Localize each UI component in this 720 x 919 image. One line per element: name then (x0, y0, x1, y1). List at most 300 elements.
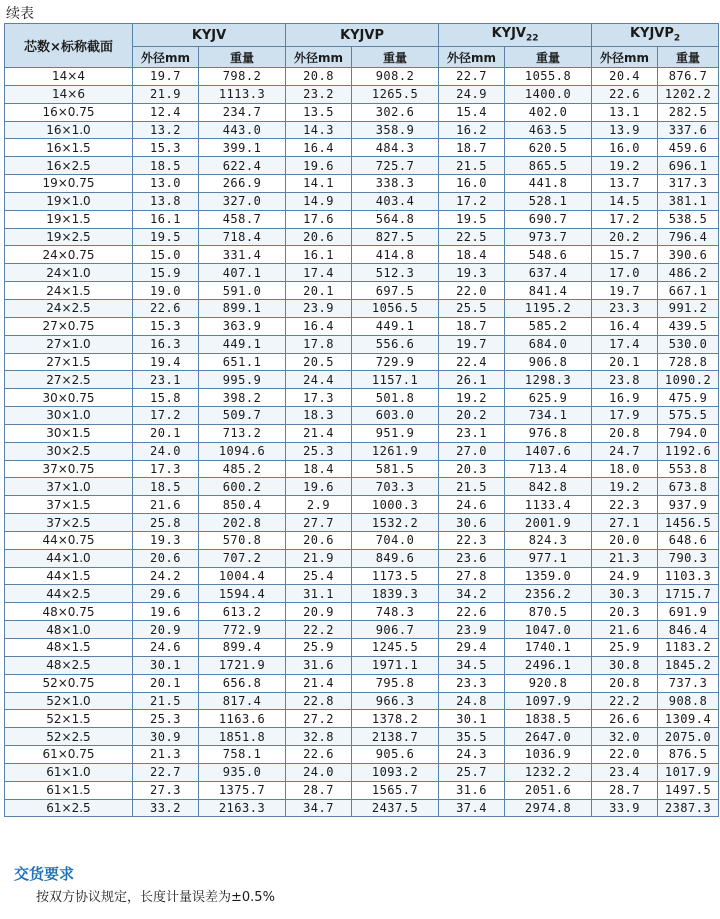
table-row (5, 728, 719, 746)
delivery-requirements-title: 交货要求 (14, 865, 75, 883)
weight-cell: 2387.3 (658, 799, 719, 817)
spec-cell: 48×1.0 (5, 621, 133, 639)
spec-cell: 27×2.5 (5, 371, 133, 389)
outer-diameter-cell: 30.3 (592, 585, 658, 603)
weight-cell: 1055.8 (505, 68, 592, 86)
outer-diameter-cell: 17.8 (286, 335, 352, 353)
outer-diameter-cell: 24.8 (439, 692, 505, 710)
weight-cell: 951.9 (352, 424, 439, 442)
weight-header: 重量 (505, 47, 592, 68)
weight-cell: 824.3 (505, 531, 592, 549)
outer-diameter-cell: 15.3 (133, 317, 199, 335)
weight-cell: 1261.9 (352, 442, 439, 460)
spec-cell: 16×2.5 (5, 157, 133, 175)
weight-cell: 1093.2 (352, 763, 439, 781)
weight-cell: 908.8 (658, 692, 719, 710)
weight-cell: 1232.2 (505, 763, 592, 781)
outer-diameter-cell: 20.0 (592, 531, 658, 549)
weight-cell: 935.0 (199, 763, 286, 781)
outer-diameter-cell: 14.5 (592, 192, 658, 210)
outer-diameter-cell: 37.4 (439, 799, 505, 817)
outer-diameter-cell: 29.6 (133, 585, 199, 603)
spec-cell: 24×1.0 (5, 264, 133, 282)
weight-cell: 795.8 (352, 674, 439, 692)
weight-cell: 728.8 (658, 353, 719, 371)
weight-cell: 673.8 (658, 478, 719, 496)
weight-cell: 908.2 (352, 68, 439, 86)
outer-diameter-cell: 19.6 (286, 157, 352, 175)
od-header: 外径mm (439, 47, 505, 68)
weight-cell: 501.8 (352, 389, 439, 407)
table-row (5, 514, 719, 532)
weight-cell: 690.7 (505, 210, 592, 228)
table-row (5, 317, 719, 335)
outer-diameter-cell: 13.9 (592, 121, 658, 139)
outer-diameter-cell: 31.6 (439, 781, 505, 799)
outer-diameter-cell: 30.8 (592, 656, 658, 674)
outer-diameter-cell: 15.3 (133, 139, 199, 157)
weight-cell: 748.3 (352, 603, 439, 621)
spec-cell: 61×0.75 (5, 746, 133, 764)
weight-cell: 441.8 (505, 175, 592, 193)
outer-diameter-cell: 21.4 (286, 674, 352, 692)
outer-diameter-cell: 15.8 (133, 389, 199, 407)
outer-diameter-cell: 23.1 (439, 424, 505, 442)
outer-diameter-cell: 14.9 (286, 192, 352, 210)
weight-cell: 2647.0 (505, 728, 592, 746)
weight-cell: 2075.0 (658, 728, 719, 746)
spec-cell: 52×2.5 (5, 728, 133, 746)
table-row (5, 674, 719, 692)
outer-diameter-cell: 31.1 (286, 585, 352, 603)
outer-diameter-cell: 16.0 (592, 139, 658, 157)
spec-cell: 48×0.75 (5, 603, 133, 621)
weight-cell: 1056.5 (352, 299, 439, 317)
weight-header: 重量 (352, 47, 439, 68)
table-row (5, 68, 719, 86)
outer-diameter-cell: 17.3 (286, 389, 352, 407)
weight-cell: 704.0 (352, 531, 439, 549)
weight-cell: 920.8 (505, 674, 592, 692)
weight-cell: 1532.2 (352, 514, 439, 532)
weight-cell: 625.9 (505, 389, 592, 407)
weight-cell: 684.0 (505, 335, 592, 353)
outer-diameter-cell: 19.5 (439, 210, 505, 228)
outer-diameter-cell: 24.9 (592, 567, 658, 585)
outer-diameter-cell: 2.9 (286, 496, 352, 514)
outer-diameter-cell: 23.3 (439, 674, 505, 692)
table-row (5, 335, 719, 353)
outer-diameter-cell: 16.2 (439, 121, 505, 139)
table-row (5, 228, 719, 246)
weight-cell: 1047.0 (505, 621, 592, 639)
weight-cell: 1838.5 (505, 710, 592, 728)
outer-diameter-cell: 18.3 (286, 407, 352, 425)
spec-cell: 52×0.75 (5, 674, 133, 692)
od-header: 外径mm (592, 47, 658, 68)
spec-cell: 14×6 (5, 85, 133, 103)
table-row (5, 103, 719, 121)
weight-cell: 475.9 (658, 389, 719, 407)
outer-diameter-cell: 18.4 (286, 460, 352, 478)
outer-diameter-cell: 22.6 (592, 85, 658, 103)
weight-cell: 637.4 (505, 264, 592, 282)
spec-cell: 19×2.5 (5, 228, 133, 246)
weight-cell: 403.4 (352, 192, 439, 210)
outer-diameter-cell: 20.6 (286, 531, 352, 549)
outer-diameter-cell: 13.5 (286, 103, 352, 121)
outer-diameter-cell: 20.1 (133, 424, 199, 442)
weight-cell: 876.7 (658, 68, 719, 86)
weight-cell: 1456.5 (658, 514, 719, 532)
weight-cell: 484.3 (352, 139, 439, 157)
outer-diameter-cell: 29.4 (439, 639, 505, 657)
weight-cell: 2974.8 (505, 799, 592, 817)
outer-diameter-cell: 24.4 (286, 371, 352, 389)
weight-cell: 846.4 (658, 621, 719, 639)
outer-diameter-cell: 15.7 (592, 246, 658, 264)
outer-diameter-cell: 27.8 (439, 567, 505, 585)
outer-diameter-cell: 15.0 (133, 246, 199, 264)
weight-cell: 486.2 (658, 264, 719, 282)
weight-cell: 937.9 (658, 496, 719, 514)
weight-cell: 1017.9 (658, 763, 719, 781)
table-row (5, 710, 719, 728)
weight-cell: 1195.2 (505, 299, 592, 317)
outer-diameter-cell: 20.8 (592, 424, 658, 442)
weight-cell: 1407.6 (505, 442, 592, 460)
table-row (5, 389, 719, 407)
outer-diameter-cell: 22.0 (439, 282, 505, 300)
spec-cell: 44×2.5 (5, 585, 133, 603)
outer-diameter-cell: 17.6 (286, 210, 352, 228)
outer-diameter-cell: 23.1 (133, 371, 199, 389)
outer-diameter-cell: 30.6 (439, 514, 505, 532)
outer-diameter-cell: 23.4 (592, 763, 658, 781)
spec-cell: 52×1.5 (5, 710, 133, 728)
weight-cell: 458.7 (199, 210, 286, 228)
outer-diameter-cell: 22.7 (133, 763, 199, 781)
outer-diameter-cell: 30.1 (133, 656, 199, 674)
outer-diameter-cell: 22.5 (439, 228, 505, 246)
outer-diameter-cell: 20.1 (286, 282, 352, 300)
spec-cell: 14×4 (5, 68, 133, 86)
spec-cell: 16×0.75 (5, 103, 133, 121)
weight-cell: 1163.6 (199, 710, 286, 728)
outer-diameter-cell: 17.3 (133, 460, 199, 478)
weight-cell: 1594.4 (199, 585, 286, 603)
weight-cell: 1097.9 (505, 692, 592, 710)
outer-diameter-cell: 30.9 (133, 728, 199, 746)
table-row (5, 603, 719, 621)
weight-cell: 302.6 (352, 103, 439, 121)
outer-diameter-cell: 24.7 (592, 442, 658, 460)
outer-diameter-cell: 13.0 (133, 175, 199, 193)
weight-cell: 1094.6 (199, 442, 286, 460)
weight-cell: 696.1 (658, 157, 719, 175)
outer-diameter-cell: 27.7 (286, 514, 352, 532)
weight-cell: 463.5 (505, 121, 592, 139)
outer-diameter-cell: 19.7 (133, 68, 199, 86)
od-header: 外径mm (286, 47, 352, 68)
outer-diameter-cell: 30.1 (439, 710, 505, 728)
outer-diameter-cell: 35.5 (439, 728, 505, 746)
weight-cell: 707.2 (199, 549, 286, 567)
table-row (5, 692, 719, 710)
weight-cell: 622.4 (199, 157, 286, 175)
outer-diameter-cell: 22.2 (286, 621, 352, 639)
weight-cell: 1173.5 (352, 567, 439, 585)
outer-diameter-cell: 20.9 (286, 603, 352, 621)
weight-cell: 1845.2 (658, 656, 719, 674)
spec-cell: 61×1.5 (5, 781, 133, 799)
weight-cell: 2001.9 (505, 514, 592, 532)
weight-cell: 1839.3 (352, 585, 439, 603)
outer-diameter-cell: 22.6 (286, 746, 352, 764)
outer-diameter-cell: 20.8 (286, 68, 352, 86)
outer-diameter-cell: 22.0 (592, 746, 658, 764)
spec-cell: 37×1.0 (5, 478, 133, 496)
outer-diameter-cell: 20.5 (286, 353, 352, 371)
outer-diameter-cell: 16.4 (286, 139, 352, 157)
outer-diameter-cell: 24.2 (133, 567, 199, 585)
spec-cell: 30×0.75 (5, 389, 133, 407)
weight-cell: 976.8 (505, 424, 592, 442)
table-row (5, 353, 719, 371)
weight-cell: 337.6 (658, 121, 719, 139)
weight-cell: 358.9 (352, 121, 439, 139)
weight-cell: 1359.0 (505, 567, 592, 585)
outer-diameter-cell: 17.4 (592, 335, 658, 353)
outer-diameter-cell: 19.7 (439, 335, 505, 353)
weight-cell: 899.4 (199, 639, 286, 657)
table-row (5, 210, 719, 228)
outer-diameter-cell: 22.8 (286, 692, 352, 710)
weight-cell: 841.4 (505, 282, 592, 300)
outer-diameter-cell: 26.6 (592, 710, 658, 728)
weight-cell: 794.0 (658, 424, 719, 442)
weight-cell: 620.5 (505, 139, 592, 157)
weight-cell: 977.1 (505, 549, 592, 567)
weight-cell: 667.1 (658, 282, 719, 300)
spec-cell: 30×1.5 (5, 424, 133, 442)
weight-cell: 1090.2 (658, 371, 719, 389)
weight-cell: 327.0 (199, 192, 286, 210)
outer-diameter-cell: 18.5 (133, 478, 199, 496)
outer-diameter-cell: 27.1 (592, 514, 658, 532)
outer-diameter-cell: 13.2 (133, 121, 199, 139)
weight-cell: 407.1 (199, 264, 286, 282)
weight-cell: 485.2 (199, 460, 286, 478)
spec-cell: 37×0.75 (5, 460, 133, 478)
weight-cell: 790.3 (658, 549, 719, 567)
weight-cell: 538.5 (658, 210, 719, 228)
weight-cell: 363.9 (199, 317, 286, 335)
weight-cell: 1721.9 (199, 656, 286, 674)
weight-cell: 1715.7 (658, 585, 719, 603)
weight-cell: 966.3 (352, 692, 439, 710)
table-caption: 续表 (6, 6, 34, 22)
outer-diameter-cell: 26.1 (439, 371, 505, 389)
weight-cell: 703.3 (352, 478, 439, 496)
outer-diameter-cell: 24.6 (439, 496, 505, 514)
spec-cell: 27×1.0 (5, 335, 133, 353)
outer-diameter-cell: 20.6 (286, 228, 352, 246)
spec-cell: 27×0.75 (5, 317, 133, 335)
weight-cell: 691.9 (658, 603, 719, 621)
table-row (5, 746, 719, 764)
group-header-kyjvp2: $KYJVP_2$ (592, 24, 719, 47)
outer-diameter-cell: 18.5 (133, 157, 199, 175)
spec-cell: 48×1.5 (5, 639, 133, 657)
outer-diameter-cell: 23.6 (439, 549, 505, 567)
spec-cell: 24×1.5 (5, 282, 133, 300)
outer-diameter-cell: 25.7 (439, 763, 505, 781)
weight-cell: 1202.2 (658, 85, 719, 103)
table-row (5, 621, 719, 639)
outer-diameter-cell: 17.2 (592, 210, 658, 228)
spec-column-header: 芯数×标称截面 (5, 24, 133, 68)
outer-diameter-cell: 21.9 (286, 549, 352, 567)
table-row (5, 531, 719, 549)
weight-cell: 827.5 (352, 228, 439, 246)
outer-diameter-cell: 19.5 (133, 228, 199, 246)
od-header: 外径mm (133, 47, 199, 68)
weight-cell: 402.0 (505, 103, 592, 121)
weight-cell: 651.1 (199, 353, 286, 371)
group-header-kyjvp: KYJVP (286, 24, 439, 47)
weight-cell: 548.6 (505, 246, 592, 264)
table-row (5, 175, 719, 193)
weight-cell: 1400.0 (505, 85, 592, 103)
outer-diameter-cell: 19.2 (439, 389, 505, 407)
table-row (5, 442, 719, 460)
outer-diameter-cell: 21.3 (592, 549, 658, 567)
table-row (5, 246, 719, 264)
table-row (5, 139, 719, 157)
weight-cell: 734.1 (505, 407, 592, 425)
outer-diameter-cell: 19.2 (592, 157, 658, 175)
outer-diameter-cell: 17.2 (133, 407, 199, 425)
weight-cell: 528.1 (505, 192, 592, 210)
weight-cell: 1036.9 (505, 746, 592, 764)
spec-cell: 16×1.5 (5, 139, 133, 157)
weight-cell: 1183.2 (658, 639, 719, 657)
spec-cell: 52×1.0 (5, 692, 133, 710)
outer-diameter-cell: 25.9 (592, 639, 658, 657)
spec-cell: 24×2.5 (5, 299, 133, 317)
weight-cell: 459.6 (658, 139, 719, 157)
outer-diameter-cell: 33.9 (592, 799, 658, 817)
outer-diameter-cell: 20.6 (133, 549, 199, 567)
weight-header: 重量 (658, 47, 719, 68)
outer-diameter-cell: 25.5 (439, 299, 505, 317)
outer-diameter-cell: 16.1 (133, 210, 199, 228)
outer-diameter-cell: 17.0 (592, 264, 658, 282)
outer-diameter-cell: 20.8 (592, 674, 658, 692)
weight-cell: 1851.8 (199, 728, 286, 746)
weight-cell: 1245.5 (352, 639, 439, 657)
outer-diameter-cell: 21.9 (133, 85, 199, 103)
weight-cell: 905.6 (352, 746, 439, 764)
table-row (5, 781, 719, 799)
outer-diameter-cell: 17.4 (286, 264, 352, 282)
weight-cell: 512.3 (352, 264, 439, 282)
weight-cell: 725.7 (352, 157, 439, 175)
weight-cell: 2051.6 (505, 781, 592, 799)
delivery-requirements-text: 按双方协议规定，长度计量误差为±0.5% (36, 890, 275, 905)
outer-diameter-cell: 13.1 (592, 103, 658, 121)
weight-cell: 1113.3 (199, 85, 286, 103)
spec-cell: 44×1.5 (5, 567, 133, 585)
outer-diameter-cell: 27.0 (439, 442, 505, 460)
table-row (5, 799, 719, 817)
weight-cell: 564.8 (352, 210, 439, 228)
weight-cell: 390.6 (658, 246, 719, 264)
weight-cell: 849.6 (352, 549, 439, 567)
weight-cell: 575.5 (658, 407, 719, 425)
outer-diameter-cell: 19.6 (133, 603, 199, 621)
outer-diameter-cell: 16.0 (439, 175, 505, 193)
weight-cell: 648.6 (658, 531, 719, 549)
outer-diameter-cell: 27.2 (286, 710, 352, 728)
table-row (5, 549, 719, 567)
outer-diameter-cell: 20.1 (592, 353, 658, 371)
table-row (5, 656, 719, 674)
outer-diameter-cell: 22.4 (439, 353, 505, 371)
table-row (5, 85, 719, 103)
outer-diameter-cell: 28.7 (592, 781, 658, 799)
outer-diameter-cell: 20.3 (439, 460, 505, 478)
weight-cell: 713.2 (199, 424, 286, 442)
outer-diameter-cell: 12.4 (133, 103, 199, 121)
weight-cell: 772.9 (199, 621, 286, 639)
outer-diameter-cell: 34.2 (439, 585, 505, 603)
outer-diameter-cell: 20.2 (592, 228, 658, 246)
weight-cell: 1000.3 (352, 496, 439, 514)
weight-cell: 381.1 (658, 192, 719, 210)
weight-cell: 317.3 (658, 175, 719, 193)
weight-cell: 414.8 (352, 246, 439, 264)
weight-cell: 1565.7 (352, 781, 439, 799)
weight-cell: 2138.7 (352, 728, 439, 746)
table-row (5, 264, 719, 282)
weight-cell: 570.8 (199, 531, 286, 549)
cable-spec-table (4, 23, 719, 817)
table-row (5, 639, 719, 657)
table-row (5, 371, 719, 389)
table-row (5, 478, 719, 496)
outer-diameter-cell: 25.3 (133, 710, 199, 728)
weight-cell: 1004.4 (199, 567, 286, 585)
outer-diameter-cell: 22.6 (133, 299, 199, 317)
outer-diameter-cell: 13.8 (133, 192, 199, 210)
table-row (5, 407, 719, 425)
spec-cell: 37×2.5 (5, 514, 133, 532)
table-row (5, 299, 719, 317)
outer-diameter-cell: 24.6 (133, 639, 199, 657)
weight-cell: 591.0 (199, 282, 286, 300)
outer-diameter-cell: 16.9 (592, 389, 658, 407)
outer-diameter-cell: 16.3 (133, 335, 199, 353)
outer-diameter-cell: 34.5 (439, 656, 505, 674)
table-row (5, 763, 719, 781)
weight-cell: 842.8 (505, 478, 592, 496)
weight-cell: 870.5 (505, 603, 592, 621)
outer-diameter-cell: 18.0 (592, 460, 658, 478)
weight-cell: 600.2 (199, 478, 286, 496)
table-row (5, 157, 719, 175)
